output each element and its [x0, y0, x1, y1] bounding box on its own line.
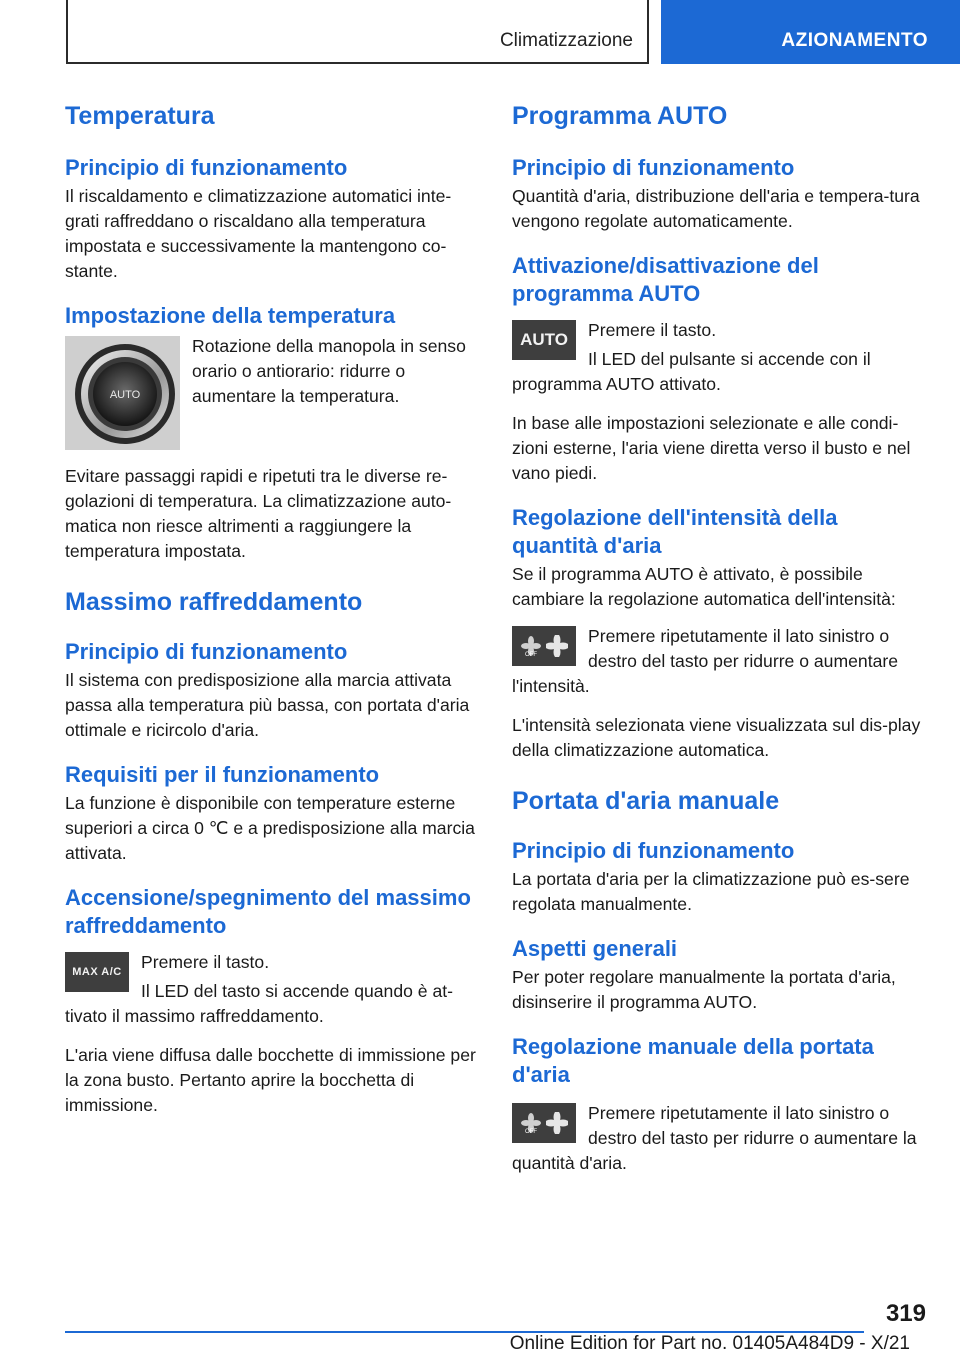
heading-portata: Portata d'aria manuale	[512, 787, 780, 815]
max-ac-label: MAX A/C	[72, 966, 122, 978]
heading-impostazione: Impostazione della temperatura	[65, 303, 396, 328]
heading-massimo: Massimo raffreddamento	[65, 588, 363, 616]
heading-requisiti: Requisiti per il funzionamento	[65, 762, 380, 787]
text-rotazione: Rotazione della manopola in senso orario o antiorario: ridurre o aumentare la temperatura.	[192, 336, 466, 406]
text-principio-3: Quantità d'aria, distribuzione dell'aria e tempera-tura vengono regolate automaticamente.	[512, 186, 920, 231]
knob-icon	[65, 336, 180, 450]
text-premere-2: Premere il tasto.	[588, 320, 717, 340]
fan-block-2	[512, 1101, 924, 1176]
text-ripetutamente-1: Premere ripetutamente il lato sinistro o destro del tasto per ridurre o aumentare l'intensità.	[512, 626, 899, 696]
heading-temperatura: Temperatura	[65, 102, 215, 130]
heading-principio-4: Principio di funzionamento	[512, 838, 795, 863]
header-chapter-title: AZIONAMENTO	[781, 30, 928, 51]
fan-small-icon	[520, 635, 542, 657]
fan-small-icon	[520, 1112, 542, 1134]
header-section-title: Climatizzazione	[499, 30, 633, 51]
temperature-knob-image	[65, 336, 180, 450]
page-number: 319	[885, 1300, 926, 1327]
svg-text:OFF: OFF	[525, 652, 537, 657]
auto-label: AUTO	[520, 330, 568, 349]
auto-button-image	[512, 320, 576, 360]
text-aria: L'aria viene diffusa dalle bocchette di immissione per la zona busto. Pertanto aprire la bocchetta di immissione.	[65, 1045, 476, 1115]
heading-attivazione: Attivazione/disattivazione del programma AUTO	[512, 253, 819, 306]
text-principio-1: Il riscaldamento e climatizzazione automatici inte-grati raffreddano o riscaldano alla temperatura impostata e successivamente la mantengono co-stante.	[65, 186, 452, 281]
svg-text:AUTO: AUTO	[109, 389, 141, 401]
header-chapter-tab	[661, 0, 960, 64]
fan-button-image-2	[512, 1103, 576, 1143]
max-ac-button-image	[65, 952, 129, 992]
fan-large-icon	[546, 635, 568, 657]
right-column	[512, 100, 924, 1176]
text-principio-2: Il sistema con predisposizione alla marcia attivata passa alla temperatura più bassa, con portata d'aria ottimale e ricircolo d'aria.	[65, 670, 470, 740]
text-premere-1: Premere il tasto.	[141, 952, 270, 972]
heading-accensione: Accensione/spegnimento del massimo raffreddamento	[65, 885, 471, 938]
svg-text:OFF: OFF	[525, 1129, 537, 1134]
footer-edition: Online Edition for Part no. 01405A484D9 - X/21	[509, 1333, 910, 1354]
text-led-2: Il LED del pulsante si accende con il programma AUTO attivato.	[512, 349, 871, 394]
heading-regolazione-1: Regolazione dell'intensità della quantità d'aria	[512, 505, 838, 558]
knob-block	[65, 334, 477, 450]
text-intensita: L'intensità selezionata viene visualizzata sul dis-play della climatizzazione automatica.	[512, 715, 921, 760]
heading-principio-3: Principio di funzionamento	[512, 155, 795, 180]
heading-programma-auto: Programma AUTO	[512, 102, 728, 130]
auto-block	[512, 318, 924, 397]
maxac-block	[65, 950, 477, 1029]
text-inbase: In base alle impostazioni selezionate e alle condi-zioni esterne, l'aria viene diretta verso il busto e nel vano piedi.	[512, 413, 911, 483]
heading-aspetti: Aspetti generali	[512, 936, 678, 961]
fan-button-image-1	[512, 626, 576, 666]
fan-large-icon	[546, 1112, 568, 1134]
heading-principio-2: Principio di funzionamento	[65, 639, 348, 664]
fan-block-1	[512, 624, 924, 699]
text-led-1: Il LED del tasto si accende quando è at-tivato il massimo raffreddamento.	[65, 981, 453, 1026]
text-seil: Se il programma AUTO è attivato, è possibile cambiare la regolazione automatica dell'intensità:	[512, 564, 896, 609]
text-principio-4: La portata d'aria per la climatizzazione può es-sere regolata manualmente.	[512, 869, 910, 914]
text-evitare: Evitare passaggi rapidi e ripetuti tra le diverse re-golazioni di temperatura. La climatizzazione auto-matica non riesce altrimenti a raggiungere la temperatura impostata.	[65, 466, 452, 561]
text-aspetti: Per poter regolare manualmente la portata d'aria, disinserire il programma AUTO.	[512, 967, 896, 1012]
header-section-box	[66, 0, 649, 64]
heading-principio-1: Principio di funzionamento	[65, 155, 348, 180]
left-column	[65, 100, 477, 1118]
text-ripetutamente-2: Premere ripetutamente il lato sinistro o destro del tasto per ridurre o aumentare la quantità d'aria.	[512, 1103, 917, 1173]
heading-regolazione-2: Regolazione manuale della portata d'aria	[512, 1034, 874, 1087]
text-requisiti: La funzione è disponibile con temperature esterne superiori a circa 0 ℃ e a predisposizione alla marcia attivata.	[65, 793, 475, 863]
